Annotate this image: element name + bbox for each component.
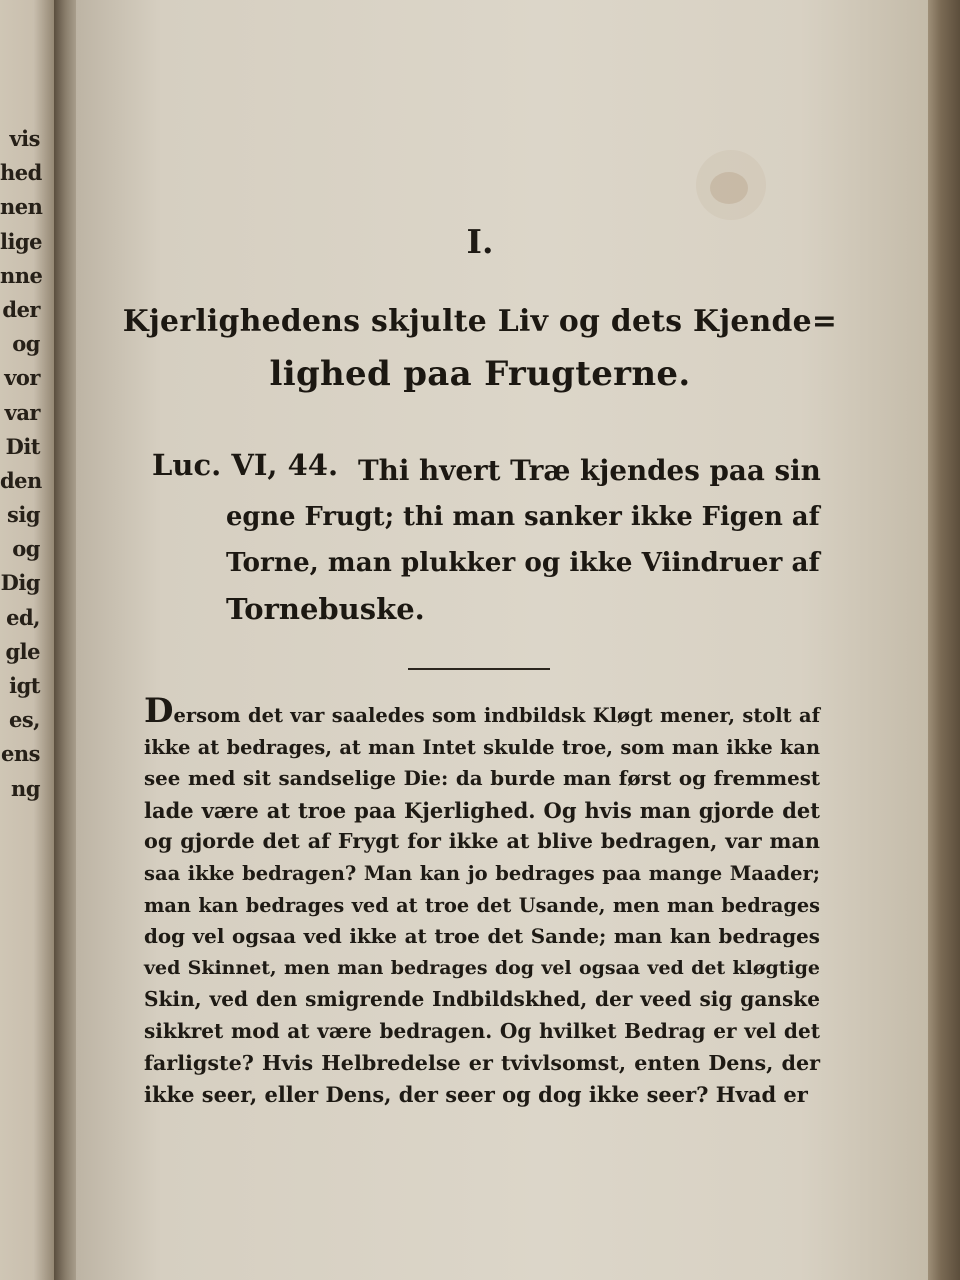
left-fragment: ng [11,775,40,801]
left-fragment: vor [4,365,40,391]
body-paragraph [144,691,820,1111]
left-fragment: ens [1,741,40,767]
body-line: farligste? Hvis Helbredelse er tvivlsomst, enten Dens, der [144,1050,820,1075]
drop-cap: D [144,691,174,731]
left-fragment: gle [5,638,40,664]
verse-reference: Luc. VI, 44. [152,448,339,482]
left-fragment: lige [0,228,42,254]
verse-quotation [226,448,826,632]
body-line: lade være at troe paa Kjerlighed. Og hvis man gjorde det [144,797,820,823]
body-line: sikkret mod at være bedragen. Og hvilket Bedrag er vel det [144,1018,820,1043]
left-fragment: der [2,296,40,322]
body-line: og gjorde det af Frygt for ikke at blive bedragen, var man [144,829,820,854]
left-fragment: es, [9,707,40,733]
left-fragment: hed [0,160,42,186]
body-line [144,691,820,732]
verse-line: egne Frugt; thi man sanker ikke Figen af [226,502,820,532]
body-line: man kan bedrages ved at troe det Usande, men man bedrages [144,893,820,917]
left-fragment: vis [9,126,40,151]
left-fragment: og [12,536,40,562]
verse-line: Torne, man plukker og ikke Viindruer af [226,547,820,578]
body-line: ikke at bedrages, at man Intet skulde troe, som man ikke kan [144,735,820,759]
left-fragment: nne [0,262,43,288]
section-divider [408,668,550,670]
body-line: Skin, ved den smigrende Indbildskhed, der veed sig ganske [144,987,820,1012]
left-page-word-fragments [0,122,43,806]
left-fragment: sig [7,502,40,528]
left-fragment: Dit [5,433,40,459]
left-fragment: nen [0,194,43,220]
verse-line: Thi hvert Træ kjendes paa sin [358,454,821,487]
chapter-title-line: lighed paa Frugterne. [269,354,691,394]
left-fragment: igt [9,673,40,698]
chapter-title [120,296,840,400]
book-edge [928,0,960,1280]
body-line: saa ikke bedragen? Man kan jo bedrages paa mange Maader; [144,861,820,885]
body-line-text: ersom det var saaledes som indbildsk Kløgt mener, stolt af [173,704,820,727]
left-fragment: og [12,331,40,357]
chapter-number: I. [466,222,494,261]
left-fragment: Dig [0,570,40,596]
verse-line: Tornebuske. [226,592,425,626]
left-fragment: ed, [6,604,40,630]
paper-stain [710,172,748,204]
body-line: ved Skinnet, men man bedrages dog vel ogsaa ved det kløgtige [144,956,820,979]
left-fragment: var [4,399,40,425]
body-line: see med sit sandselige Die: da burde man først og fremmest [144,766,820,791]
chapter-title-line: Kjerlighedens skjulte Liv og dets Kjende= [122,304,838,339]
body-line: dog vel ogsaa ved ikke at troe det Sande; man kan bedrages [144,924,820,949]
body-line: ikke seer, eller Dens, der seer og dog ikke seer? Hvad er [144,1082,808,1108]
left-fragment: den [0,467,42,493]
left-facing-page [0,0,56,1280]
